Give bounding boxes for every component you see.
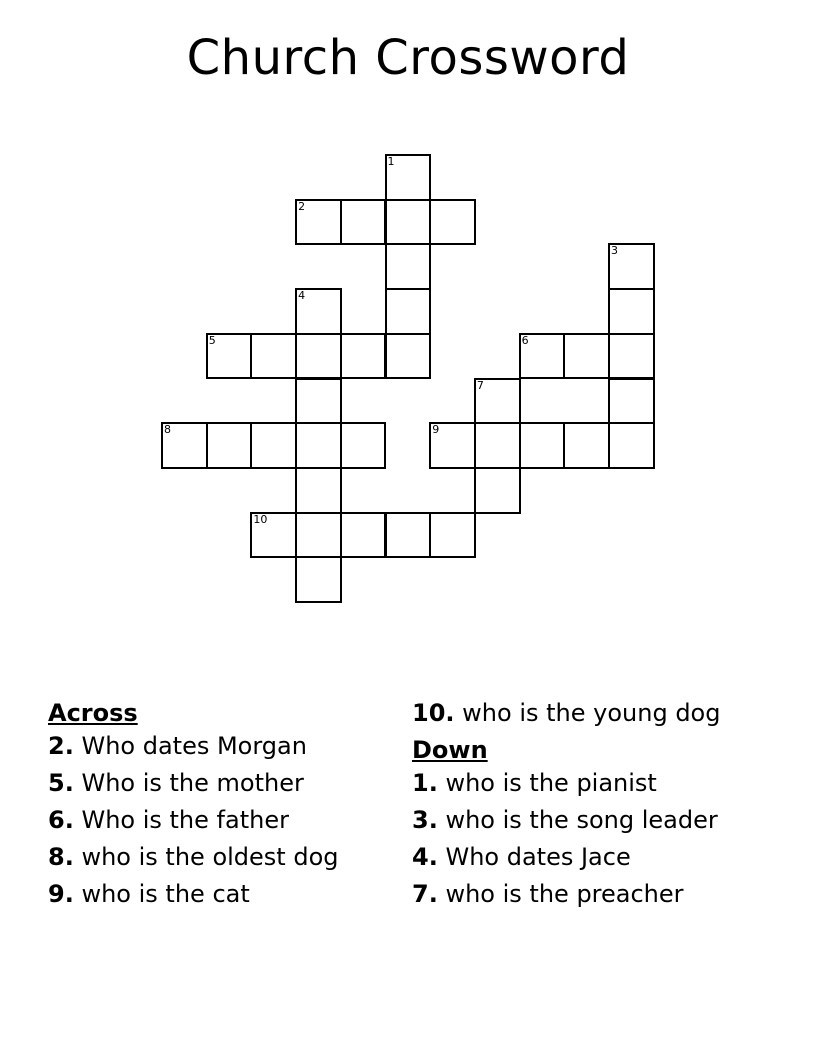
clues-left-column: [48, 700, 348, 918]
clue-text: who is the song leader: [445, 806, 718, 834]
clue-text: who is the preacher: [445, 880, 684, 908]
clue-number: 7: [412, 880, 429, 908]
clue-number: 5: [48, 769, 65, 797]
crossword-cell[interactable]: [206, 422, 253, 469]
clue-text: who is the cat: [81, 880, 250, 908]
crossword-cell[interactable]: [429, 199, 476, 246]
crossword-cell[interactable]: [295, 378, 342, 425]
clue-across-6: 6. Who is the father: [48, 806, 289, 834]
crossword-cell[interactable]: [340, 199, 387, 246]
clue-text: who is the pianist: [445, 769, 657, 797]
clue-number: 8: [48, 843, 65, 871]
crossword-cell[interactable]: [608, 422, 655, 469]
crossword-cell[interactable]: [474, 378, 521, 425]
crossword-cell[interactable]: [385, 154, 432, 201]
clue-number: 9: [48, 880, 65, 908]
crossword-cell[interactable]: [340, 512, 387, 559]
crossword-cell[interactable]: [340, 333, 387, 380]
crossword-cell[interactable]: [295, 556, 342, 603]
crossword-cell[interactable]: [385, 512, 432, 559]
cell-number: 9: [432, 423, 440, 437]
cell-number: 4: [298, 289, 306, 303]
crossword-cell[interactable]: [608, 333, 655, 380]
clue-down-1: 1. who is the pianist: [412, 769, 657, 797]
clue-text: who is the young dog: [462, 699, 721, 727]
clue-text: Who dates Morgan: [81, 732, 307, 760]
clue-number: 6: [48, 806, 65, 834]
cell-number: 7: [476, 378, 484, 392]
cell-number: 10: [253, 512, 268, 526]
crossword-cell[interactable]: [340, 422, 387, 469]
clue-number: 10: [412, 699, 446, 727]
clue-text: who is the oldest dog: [81, 843, 339, 871]
cell-number: 8: [164, 423, 171, 437]
clue-text: Who dates Jace: [445, 843, 631, 871]
clue-text: Who is the mother: [81, 769, 304, 797]
crossword-cell[interactable]: [206, 333, 253, 380]
crossword-cell[interactable]: [429, 422, 476, 469]
clues-right-column: [412, 700, 752, 918]
down-heading: Down: [412, 736, 488, 764]
crossword-cell[interactable]: [295, 512, 342, 559]
crossword-cell[interactable]: [608, 378, 655, 425]
crossword-cell[interactable]: [295, 199, 342, 246]
crossword-cell[interactable]: [385, 333, 432, 380]
cell-number: 1: [387, 155, 395, 168]
crossword-cell[interactable]: [385, 199, 432, 246]
clue-number: 2: [48, 732, 65, 760]
crossword-cell[interactable]: [250, 422, 297, 469]
cell-number: 3: [611, 244, 618, 258]
clue-across-8: 8. who is the oldest dog: [48, 843, 339, 871]
crossword-cell[interactable]: [250, 333, 297, 380]
crossword-cell[interactable]: [429, 512, 476, 559]
crossword-cell[interactable]: [385, 288, 432, 335]
clue-across-9: 9. who is the cat: [48, 880, 250, 908]
cell-number: 2: [298, 199, 306, 213]
clue-across-10: 10. who is the young dog: [412, 699, 721, 727]
across-heading: Across: [48, 699, 138, 727]
clue-across-2: 2. Who dates Morgan: [48, 732, 307, 760]
crossword-cell[interactable]: [161, 422, 208, 469]
clue-text: Who is the father: [81, 806, 289, 834]
crossword-cell[interactable]: [385, 243, 432, 290]
crossword-cell[interactable]: [474, 422, 521, 469]
clue-down-3: 3. who is the song leader: [412, 806, 718, 834]
crossword-cell[interactable]: [519, 333, 566, 380]
cell-number: 5: [208, 333, 216, 347]
crossword-cell[interactable]: [295, 288, 342, 335]
crossword-cell[interactable]: [474, 467, 521, 514]
page-title: Church Crossword: [186, 30, 630, 86]
crossword-cell[interactable]: [563, 422, 610, 469]
crossword-cell[interactable]: [563, 333, 610, 380]
crossword-cell[interactable]: [519, 422, 566, 469]
clue-down-4: 4. Who dates Jace: [412, 843, 631, 871]
clue-down-7: 7. who is the preacher: [412, 880, 684, 908]
cell-number: 6: [521, 333, 529, 347]
clue-number: 1: [412, 769, 429, 797]
crossword-cell[interactable]: [250, 512, 297, 559]
crossword-cell[interactable]: [608, 288, 655, 335]
crossword-cell[interactable]: [295, 333, 342, 380]
crossword-cell[interactable]: [608, 243, 655, 290]
clue-across-5: 5. Who is the mother: [48, 769, 304, 797]
clue-number: 4: [412, 843, 429, 871]
crossword-cell[interactable]: [295, 467, 342, 514]
clue-number: 3: [412, 806, 429, 834]
crossword-cell[interactable]: [295, 422, 342, 469]
